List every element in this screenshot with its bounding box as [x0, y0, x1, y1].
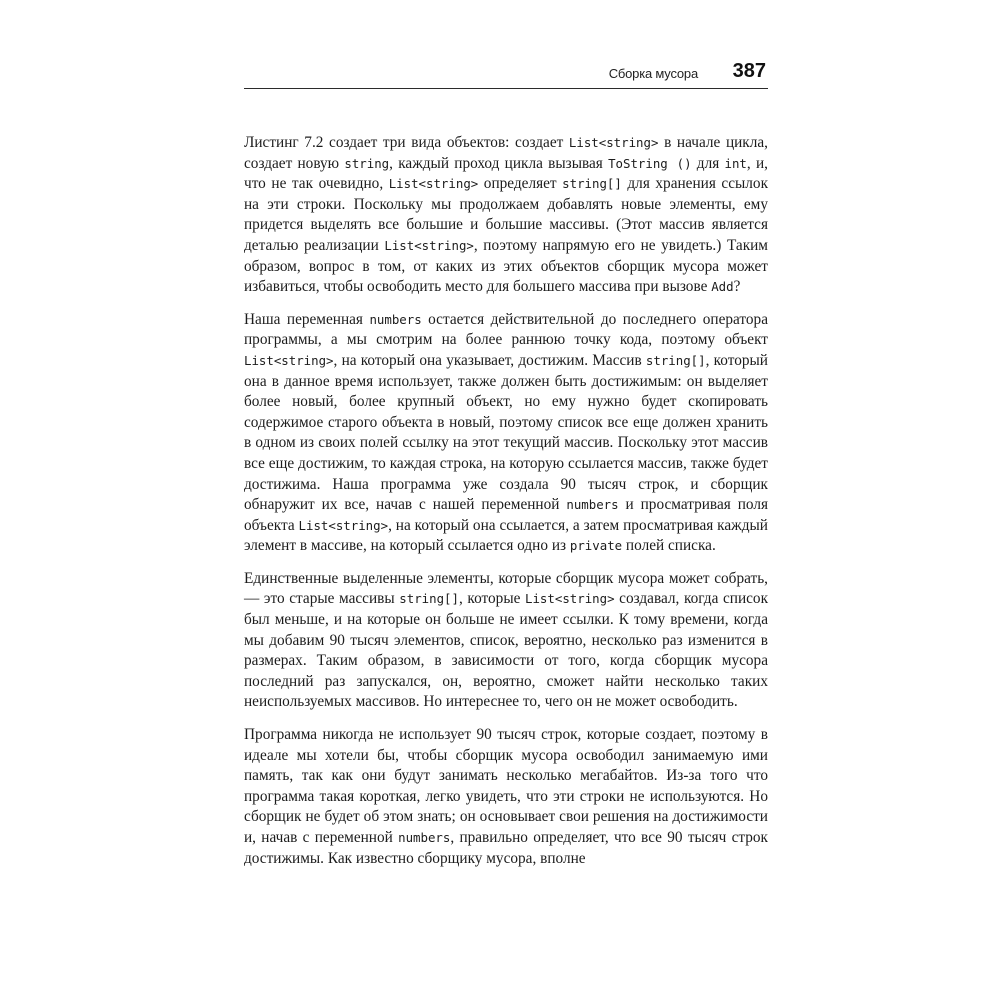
inline-code: numbers	[369, 311, 422, 327]
inline-code: List<string>	[388, 176, 479, 192]
inline-code: Add	[711, 279, 734, 295]
text-run: Наша переменная	[244, 310, 370, 328]
inline-code: numbers	[398, 830, 451, 845]
text-run: Единственные выделенные элементы, которые сборщик мусора может собрать, — это старые массивы	[244, 569, 768, 608]
text-run: определяет	[478, 175, 563, 193]
inline-code: List<string>	[244, 352, 334, 368]
running-title: Сборка мусора	[608, 66, 698, 81]
paragraph-1	[244, 133, 768, 298]
body-text	[244, 133, 768, 881]
paragraph-3	[244, 569, 768, 713]
text-run: для хранения ссылок на эти строки. Поскольку мы продолжаем добавлять новые элементы, ему придется выделять все большие и большие массивы. (Этот массив является деталью реализации	[244, 175, 769, 254]
text-run: остается действительной до последнего оператора программы, а мы смотрим на более раннюю точку кода, поэтому объект	[244, 310, 768, 349]
inline-code: string[]	[645, 352, 706, 368]
paragraph-4	[244, 725, 768, 869]
text-run: , на который она указывает, достижим. Массив	[333, 351, 646, 369]
page-number: 387	[732, 60, 766, 82]
inline-code: string	[344, 155, 390, 171]
text-run: создавал, когда список был меньше, и на которые он больше не имеет ссылки. К тому времени, когда мы добавим 90 тысяч элементов, список, вероятно, несколько раз изменится в размерах. Таким образом, в зависимости от того, когда сборщик мусора последний раз запускался, он, вероятно, сможет найти несколько таких неиспользуемых массивов. Но интереснее то, чего он не может освободить.	[244, 590, 769, 711]
inline-code: List<string>	[525, 591, 615, 607]
text-run: , которые	[458, 590, 526, 608]
inline-code: List<string>	[298, 517, 389, 533]
text-run: , правильно определяет, что все 90 тысяч строк достижимы. Как известно сборщику мусора, вполне	[244, 829, 768, 867]
inline-code: string[]	[399, 591, 459, 607]
inline-code: ToString ()	[608, 155, 692, 171]
text-run: , который она в данное время использует, также должен быть достижимым: он выделяет более новый, более крупный объект, но ему нужно будет скопировать содержимое старого объекта в новый, поэтому список все еще должен хранить в одном из своих полей ссылку на этот текущий массив. Поскольку этот массив все еще достижим, то каждая строка, на которую ссылается массив, также будет достижима. Наша программа уже создала 90 тысяч строк, и сборщик обнаружит их все, начав с нашей переменной	[244, 351, 768, 514]
inline-code: numbers	[566, 497, 619, 513]
text-run: , каждый проход цикла вызывая	[389, 154, 609, 172]
text-run: , на который она ссылается, а затем просматривая каждый элемент в массиве, на который ссылается одно из	[244, 516, 768, 555]
text-run: ?	[733, 278, 741, 296]
text-run: Программа никогда не использует 90 тысяч строк, которые создает, поэтому в идеале мы хотели бы, чтобы сборщик мусора освободил занимаемую ими память, так как они будут занимать несколько мегабайтов. Из-за того что программа такая короткая, легко увидеть, что эти строки не используются. Но сборщик не будет об этом знать; он основывает свои решения на достижимости и, начав с переменной	[244, 726, 768, 846]
text-run: полей списка.	[622, 537, 716, 555]
inline-code: List<string>	[384, 237, 474, 253]
paragraph-2	[244, 310, 768, 557]
inline-code: private	[569, 538, 623, 554]
inline-code: string[]	[562, 176, 622, 192]
text-run: , поэтому напрямую его не увидеть.) Таким образом, вопрос в том, от каких из этих объектов сборщик мусора может избавиться, чтобы освободить место для большего массива при вызове	[244, 236, 768, 296]
inline-code: List<string>	[568, 135, 659, 150]
text-run: , и, что не так очевидно,	[244, 154, 768, 193]
running-header	[244, 60, 768, 89]
text-run: Листинг 7.2 создает три вида объектов: создает	[244, 134, 569, 151]
text-run: и просматривая поля объекта	[244, 496, 768, 534]
text-run: в начале цикла, создает новую	[244, 134, 768, 172]
inline-code: int	[724, 155, 747, 171]
text-run: для	[691, 154, 725, 172]
